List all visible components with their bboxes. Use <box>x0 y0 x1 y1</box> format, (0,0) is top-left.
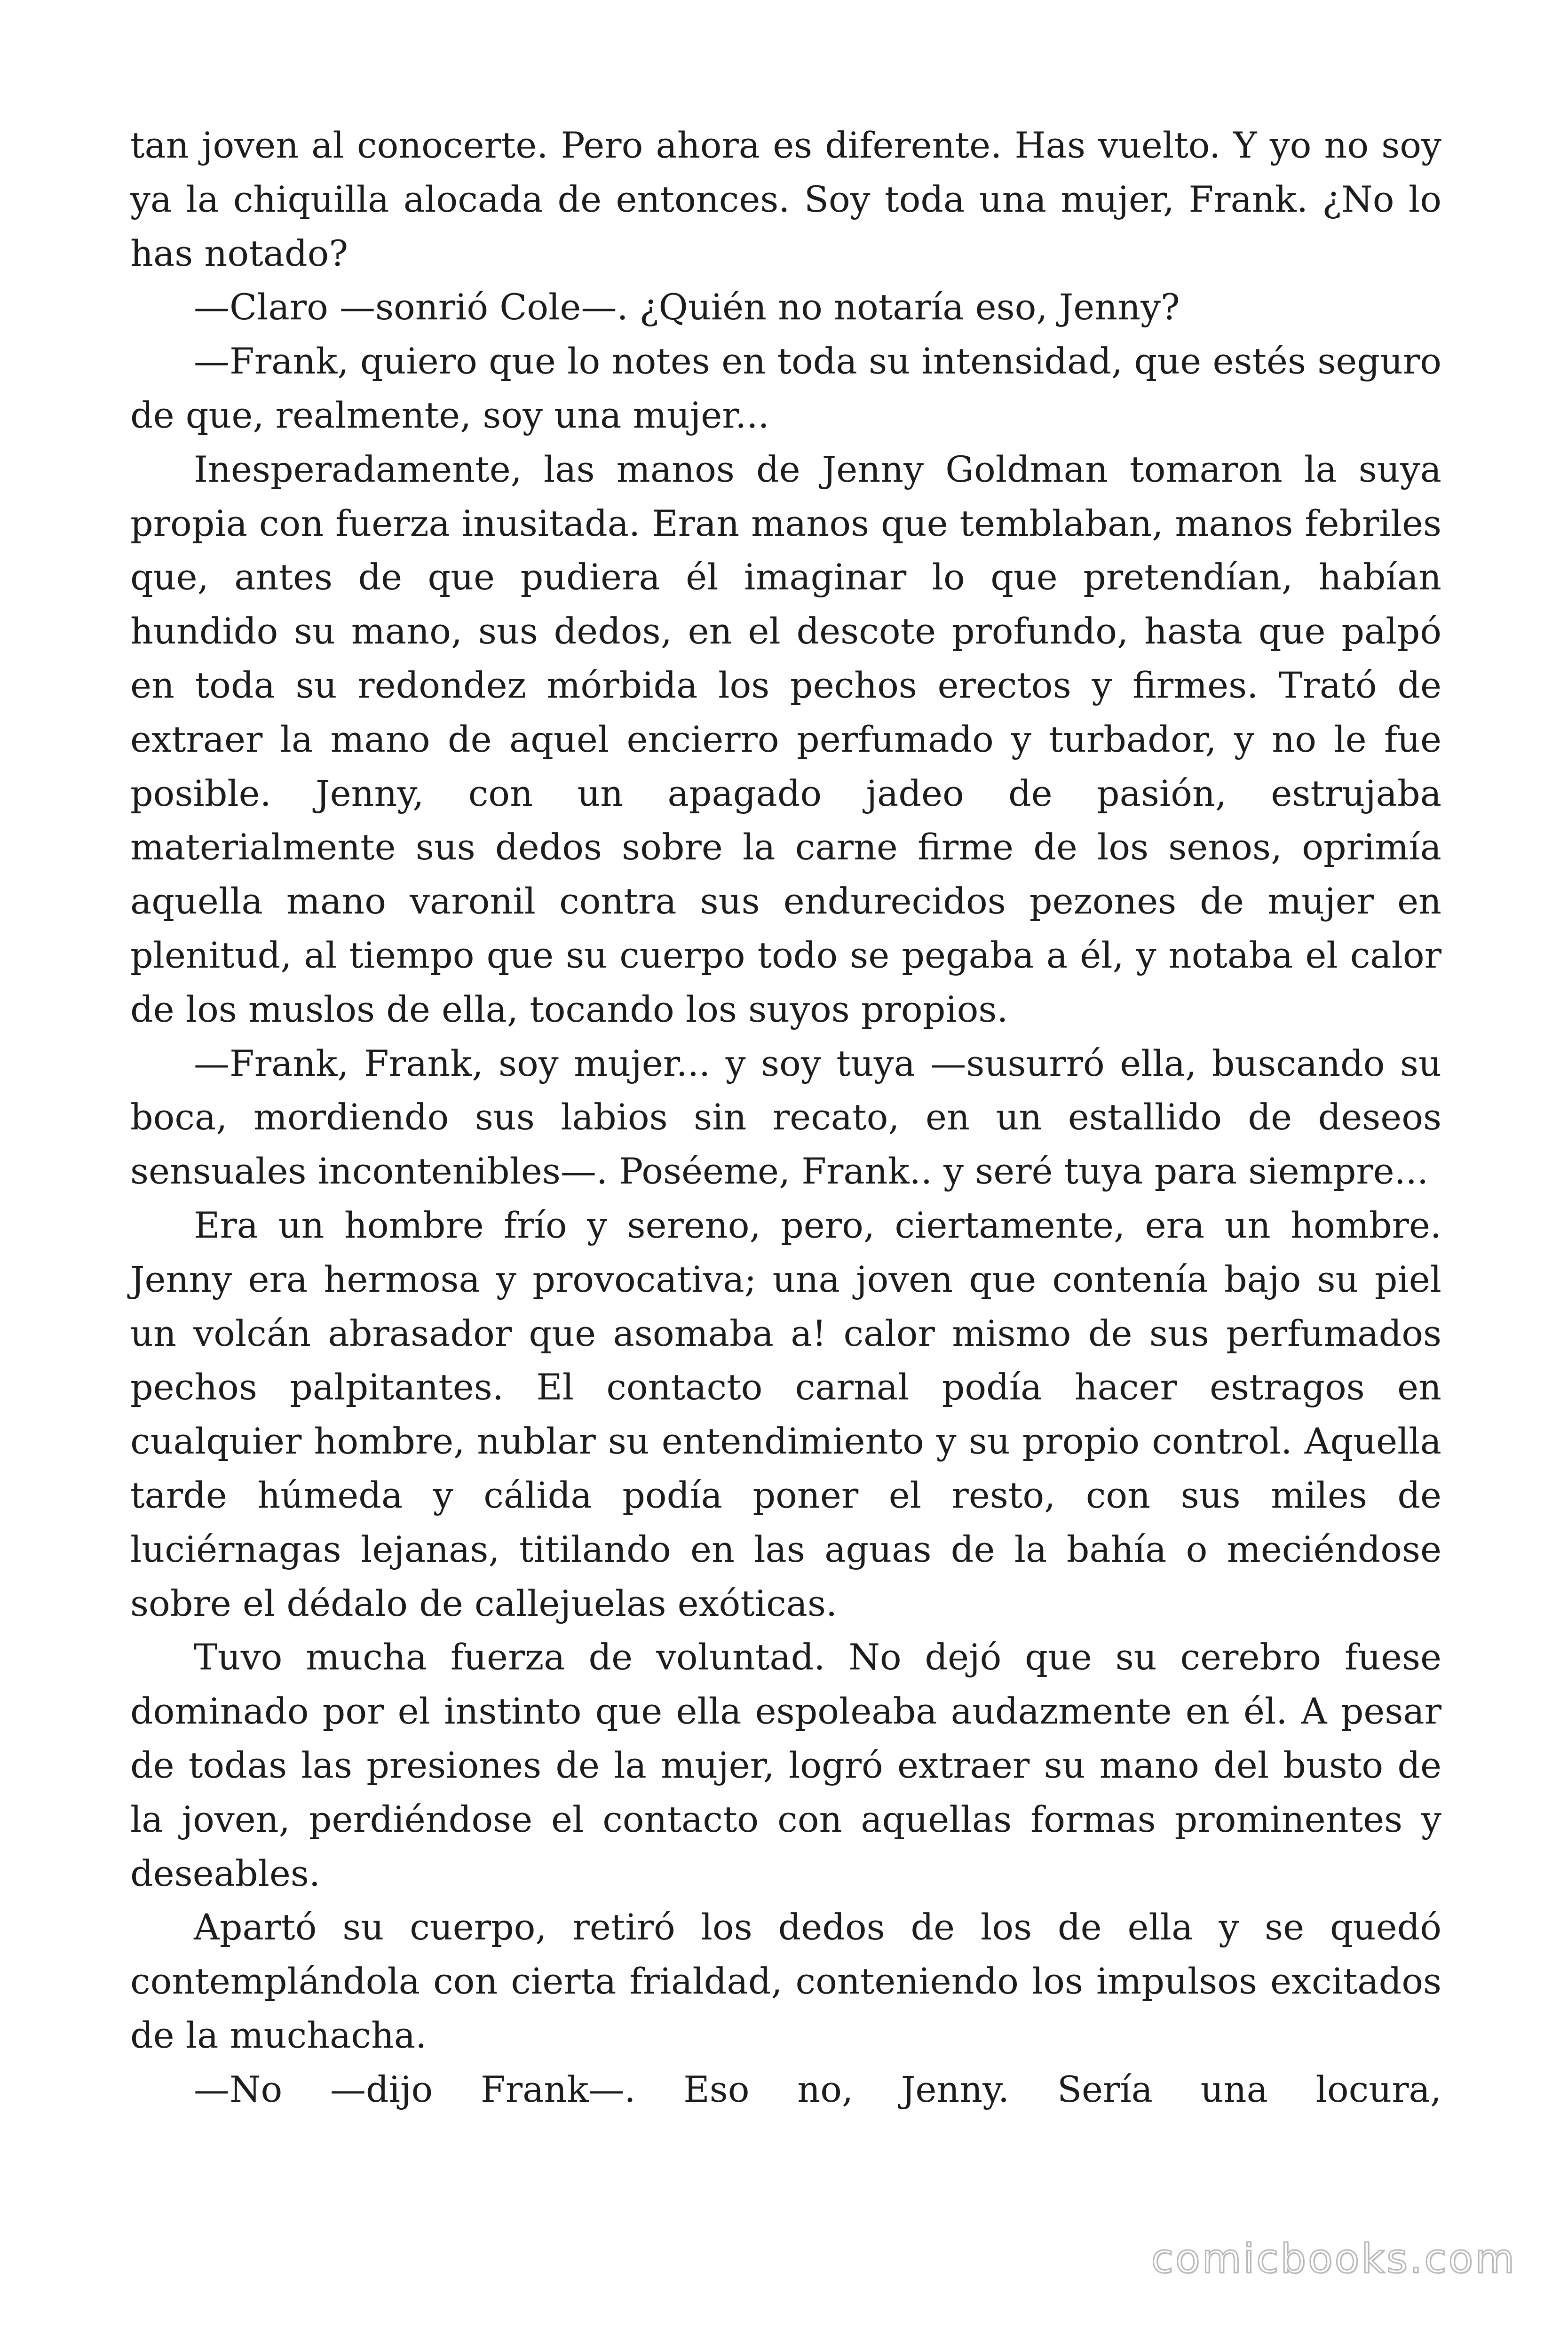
paragraph-dialogue: —Frank, Frank, soy mujer... y soy tuya —susurró ella, buscando su boca, mordiendo sus labios sin recato, en un estallido de deseos sensuales incontenibles—. Poséeme, Frank.. y seré tuya para siempre... <box>130 1042 1441 1192</box>
paragraph-dialogue: —Frank, quiero que lo notes en toda su intensidad, que estés seguro de que, realmente, soy una mujer... <box>130 340 1441 436</box>
watermark: comicbooks.com <box>1151 2235 1516 2282</box>
paragraph-narration: Inesperadamente, las manos de Jenny Goldman tomaron la suya propia con fuerza inusitada. Eran manos que temblaban, manos febriles que, antes de que pudiera él imaginar lo que pretendían, habían hundido su mano, sus dedos, en el descote profundo, hasta que palpó en toda su redondez mórbida los pechos erectos y firmes. Trató de extraer la mano de aquel encierro perfumado y turbador, y no le fue posible. Jenny, con un apagado jadeo de pasión, estrujaba materialmente sus dedos sobre la carne firme de los senos, oprimía aquella mano varonil contra sus endurecidos pezones de mujer en plenitud, al tiempo que su cuerpo todo se pegaba a él, y notaba el calor de los muslos de ella, tocando los suyos propios. <box>130 448 1441 1030</box>
paragraph-narration: Apartó su cuerpo, retiró los dedos de los de ella y se quedó contemplándola con cierta frialdad, conteniendo los impulsos excitados de la muchacha. <box>130 1906 1441 2056</box>
paragraph-narration: Tuvo mucha fuerza de voluntad. No dejó que su cerebro fuese dominado por el instinto que ella espoleaba audazmente en él. A pesar de todas las presiones de la mujer, logró extraer su mano del busto de la joven, perdiéndose el contacto con aquellas formas prominentes y deseables. <box>130 1636 1441 1894</box>
paragraph-narration: Era un hombre frío y sereno, pero, ciertamente, era un hombre. Jenny era hermosa y provocativa; una joven que contenía bajo su piel un volcán abrasador que asomaba a! calor mismo de sus perfumados pechos palpitantes. El contacto carnal podía hacer estragos en cualquier hombre, nublar su entendimiento y su propio control. Aquella tarde húmeda y cálida podía poner el resto, con sus miles de luciérnagas lejanas, titilando en las aguas de la bahía o meciéndose sobre el dédalo de callejuelas exóticas. <box>130 1204 1441 1624</box>
book-page-text <box>130 119 1441 2116</box>
paragraph-dialogue: —No —dijo Frank—. Eso no, Jenny. Sería una locura, <box>194 2068 1441 2110</box>
paragraph-continuation: tan joven al conocerte. Pero ahora es diferente. Has vuelto. Y yo no soy ya la chiquilla alocada de entonces. Soy toda una mujer, Frank. ¿No lo has notado? <box>130 124 1441 274</box>
paragraph-dialogue: —Claro —sonrió Cole—. ¿Quién no notaría eso, Jenny? <box>194 286 1180 328</box>
